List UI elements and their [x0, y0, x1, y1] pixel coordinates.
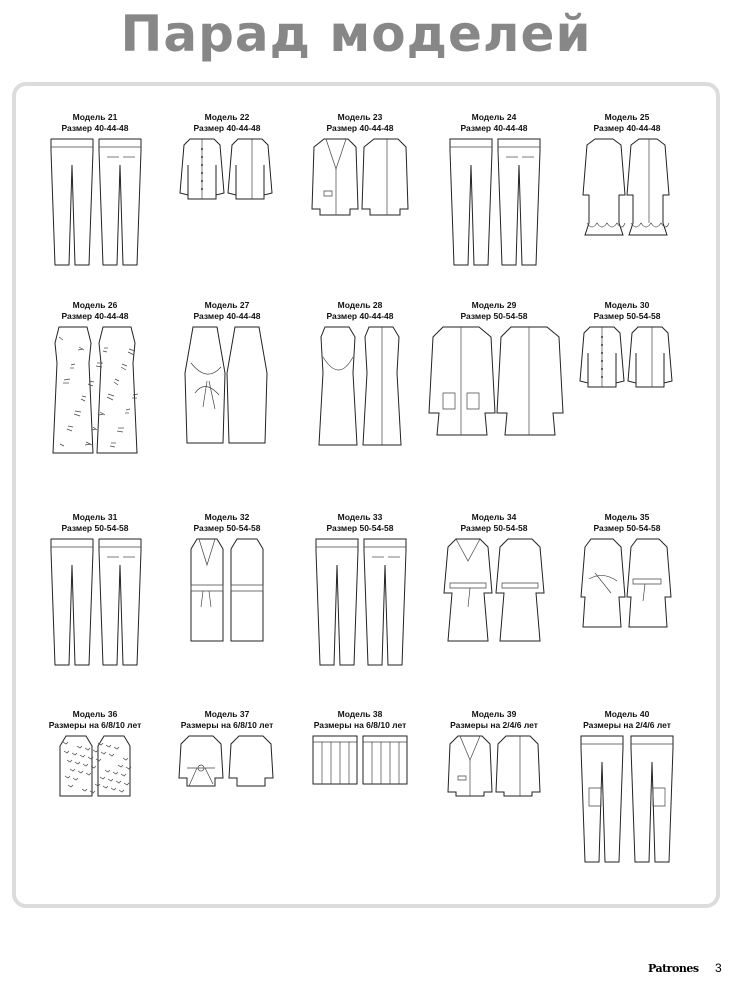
model-item	[162, 112, 292, 205]
garment-sketch	[579, 732, 675, 872]
model-size: Размер 50-54-58	[460, 522, 528, 533]
garment-sketch	[312, 135, 408, 220]
model-size: Размеры на 6/8/10 лет	[48, 719, 142, 730]
model-item	[562, 512, 692, 633]
model-name: Модель 35	[604, 512, 650, 522]
model-item	[295, 300, 425, 451]
model-name: Модель 39	[471, 709, 517, 719]
model-name: Модель 34	[471, 512, 517, 522]
garment-sketch	[179, 732, 275, 792]
model-item	[429, 709, 559, 800]
model-item	[429, 300, 559, 441]
model-name: Модель 23	[337, 112, 383, 122]
model-item	[162, 709, 292, 792]
garment-sketch	[180, 135, 274, 205]
model-item	[30, 512, 160, 671]
model-size: Размер 50-54-58	[593, 522, 661, 533]
model-size: Размер 40-44-48	[193, 122, 261, 133]
page-number: 3	[715, 961, 722, 975]
model-size: Размер 40-44-48	[460, 122, 528, 133]
model-size: Размер 50-54-58	[193, 522, 261, 533]
model-size: Размер 50-54-58	[460, 310, 528, 321]
model-name: Модель 31	[72, 512, 118, 522]
model-name: Модель 38	[337, 709, 383, 719]
model-name: Модель 21	[72, 112, 118, 122]
model-size: Размер 50-54-58	[61, 522, 129, 533]
model-name: Модель 27	[204, 300, 250, 310]
model-item	[429, 512, 559, 647]
garment-sketch	[49, 535, 141, 671]
model-name: Модель 33	[337, 512, 383, 522]
garment-sketch	[314, 535, 406, 671]
model-item	[30, 300, 160, 465]
model-size: Размеры на 2/4/6 лет	[583, 719, 671, 730]
model-size: Размер 40-44-48	[326, 310, 394, 321]
model-name: Модель 28	[337, 300, 383, 310]
model-size: Размер 40-44-48	[593, 122, 661, 133]
model-size: Размеры на 2/4/6 лет	[450, 719, 538, 730]
model-item	[162, 512, 292, 647]
garment-sketch	[583, 135, 671, 245]
model-size: Размеры на 6/8/10 лет	[313, 719, 407, 730]
model-size: Размер 40-44-48	[61, 310, 129, 321]
model-name: Модель 40	[604, 709, 650, 719]
model-item	[30, 709, 160, 802]
model-name: Модель 36	[72, 709, 118, 719]
garment-sketch	[580, 323, 674, 393]
model-item	[295, 112, 425, 220]
model-name: Модель 29	[471, 300, 517, 310]
garment-sketch	[444, 535, 544, 647]
model-item	[295, 512, 425, 671]
page-title: Парад моделей	[120, 5, 592, 63]
model-size: Размер 40-44-48	[61, 122, 129, 133]
model-item	[562, 300, 692, 393]
model-item	[162, 300, 292, 451]
model-size: Размер 40-44-48	[326, 122, 394, 133]
model-item	[295, 709, 425, 790]
garment-sketch	[58, 732, 132, 802]
model-item	[562, 112, 692, 245]
model-size: Размеры на 6/8/10 лет	[180, 719, 274, 730]
garment-sketch	[317, 323, 403, 451]
garment-sketch	[448, 135, 540, 271]
garment-sketch	[51, 323, 139, 465]
model-item	[429, 112, 559, 271]
garment-sketch	[581, 535, 673, 633]
model-item	[562, 709, 692, 872]
model-size: Размер 40-44-48	[193, 310, 261, 321]
garment-sketch	[311, 732, 409, 790]
model-size: Размер 50-54-58	[326, 522, 394, 533]
garment-sketch	[429, 323, 563, 441]
model-name: Модель 24	[471, 112, 517, 122]
model-name: Модель 37	[204, 709, 250, 719]
garment-sketch	[189, 535, 265, 647]
model-name: Модель 22	[204, 112, 250, 122]
garment-sketch	[49, 135, 141, 271]
garment-sketch	[185, 323, 269, 451]
model-name: Модель 25	[604, 112, 650, 122]
model-name: Модель 32	[204, 512, 250, 522]
model-name: Модель 26	[72, 300, 118, 310]
magazine-logo: Patrones	[648, 962, 699, 975]
model-size: Размер 50-54-58	[593, 310, 661, 321]
garment-sketch	[448, 732, 540, 800]
model-item	[30, 112, 160, 271]
model-name: Модель 30	[604, 300, 650, 310]
